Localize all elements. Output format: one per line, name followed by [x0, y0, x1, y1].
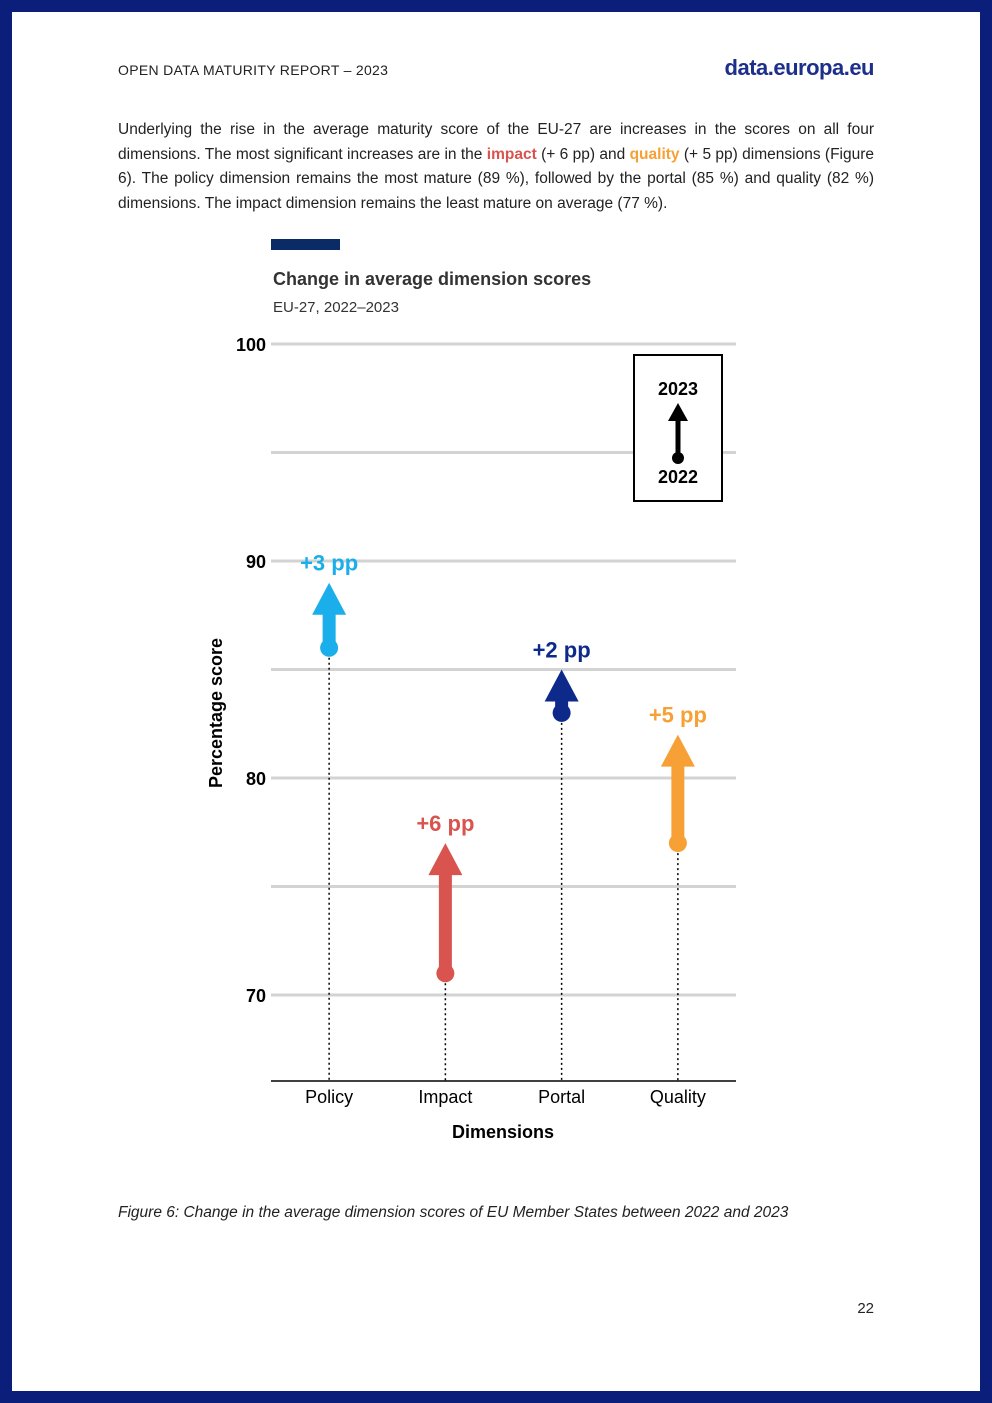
change-label: +2 pp	[532, 637, 591, 663]
intro-part-3: (+ 5 pp) dimensions (Figure 6). The policy dimension remains the most mature (89 %), followed by the portal (85 %) and quality (82 %) dimensions. The impact dimension remains the least mature on average (77 %).	[118, 145, 875, 212]
x-axis-title: Dimensions	[451, 1122, 555, 1142]
page-number: 22	[857, 1300, 874, 1317]
dotted-lines-layer	[329, 648, 678, 1081]
legend-end-label: 2023	[657, 379, 699, 399]
legend-start-dot	[672, 452, 684, 464]
intro-quality-highlight: quality	[629, 145, 680, 163]
intro-part-2: (+ 6 pp) and	[536, 145, 630, 163]
y-tick-label: 100	[235, 335, 266, 355]
start-dot	[669, 834, 687, 852]
change-label: +3 pp	[300, 550, 359, 576]
arrow-head	[545, 670, 579, 702]
arrow-head	[661, 735, 695, 767]
category-label: Policy	[305, 1087, 354, 1107]
category-label: Quality	[649, 1087, 706, 1107]
arrow-head	[428, 843, 462, 875]
report-title: OPEN DATA MATURITY REPORT – 2023	[118, 62, 389, 78]
y-axis-title: Percentage score	[206, 637, 226, 789]
intro-part-1: Underlying the rise in the average maturity score of the EU-27 are increases in the scores on all four dimensions. The most significant increases are in the	[118, 121, 874, 163]
start-dot	[436, 964, 454, 982]
change-label: +6 pp	[416, 811, 475, 837]
chart-subtitle: EU-27, 2022–2023	[273, 299, 399, 316]
change-label: +5 pp	[648, 702, 707, 728]
category-label: Portal	[538, 1087, 586, 1107]
legend-start-label: 2022	[657, 467, 699, 487]
figure-caption: Figure 6: Change in the average dimension scores of EU Member States between 2022 and 2023	[118, 1204, 789, 1221]
chart-title: Change in average dimension scores	[273, 269, 592, 289]
intro-impact-highlight: impact	[486, 145, 537, 163]
x-labels-layer	[305, 1087, 706, 1107]
start-dot	[320, 639, 338, 657]
y-tick-label: 80	[245, 769, 266, 789]
chart-legend	[634, 355, 722, 501]
y-tick-label: 70	[245, 986, 266, 1006]
arrows-layer	[300, 551, 707, 983]
logo-text: data.europa.eu	[724, 55, 874, 80]
y-tick-label: 90	[245, 552, 266, 572]
category-label: Impact	[418, 1087, 473, 1107]
start-dot	[553, 704, 571, 722]
chart-title-bar	[271, 239, 340, 250]
arrow-head	[312, 583, 346, 615]
